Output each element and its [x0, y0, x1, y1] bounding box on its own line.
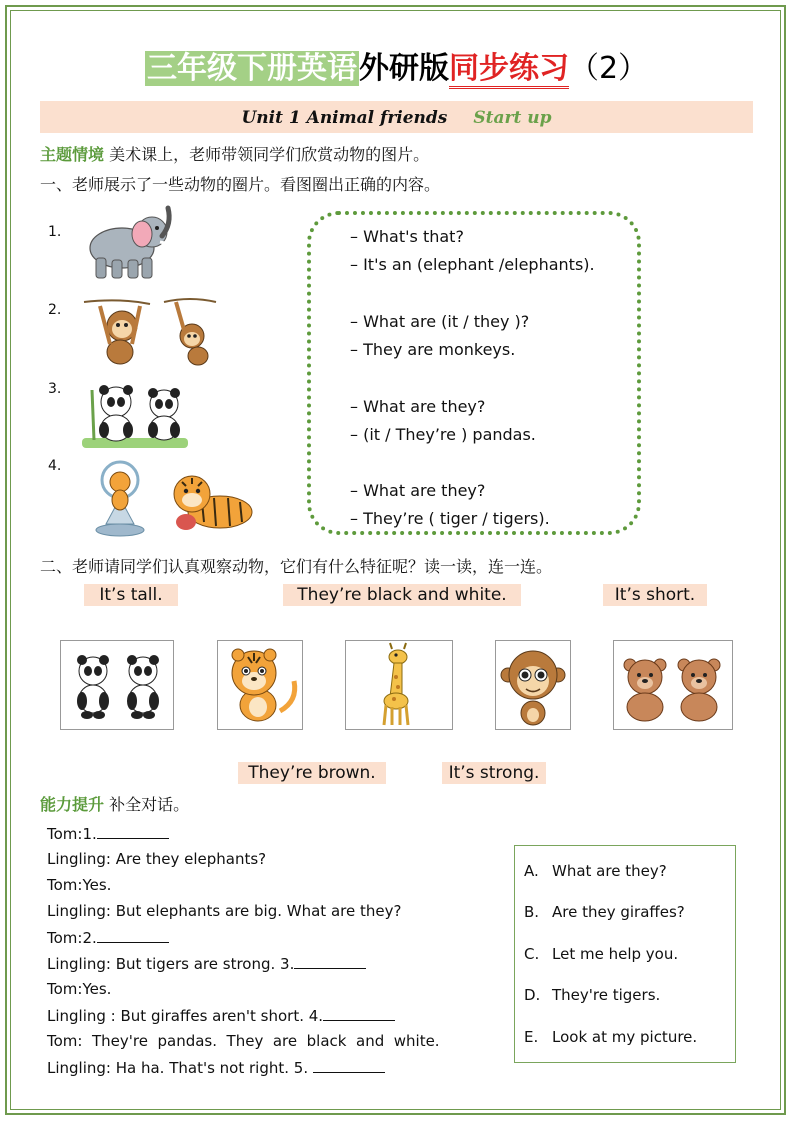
option-a-letter: A. — [524, 862, 539, 880]
theme-text: 美术课上，老师带领同学们欣赏动物的图片。 — [109, 145, 430, 164]
dialogue-line-7: – What are they? — [350, 481, 486, 500]
dialogue-line-8: – They’re ( tiger / tigers). — [350, 509, 550, 528]
option-d — [524, 986, 660, 1004]
answer-blank-1[interactable] — [97, 824, 169, 839]
exercise-line-8 — [47, 1006, 395, 1025]
option-c — [524, 945, 678, 963]
option-c-text: Let me help you. — [552, 945, 679, 963]
exercise-line-6-text: Lingling: But tigers are strong. 3. — [47, 955, 295, 973]
option-a-text: What are they? — [552, 862, 667, 880]
giraffe-icon — [346, 641, 452, 729]
chip-black-and-white: They’re black and white. — [283, 584, 521, 606]
section3-label: 能力提升 — [40, 795, 105, 814]
exercise-line-5-text: Tom:2. — [47, 929, 97, 947]
panda-icon — [80, 380, 190, 450]
dialogue-line-6: – (it / They’re ) pandas. — [350, 425, 536, 444]
page-title — [0, 44, 793, 94]
dialogue-line-4: – They are monkeys. — [350, 340, 516, 359]
title-part-number: （2） — [568, 51, 649, 86]
card-monkey — [495, 640, 571, 730]
section3-heading — [40, 792, 189, 815]
dialogue-line-3: – What are (it / they )? — [350, 312, 530, 331]
dialogue-line-5: – What are they? — [350, 397, 486, 416]
card-giraffe — [345, 640, 453, 730]
item-number-2: 2. — [48, 302, 62, 318]
exercise-line-9: Tom: They're pandas. They are black and white. — [47, 1032, 440, 1050]
exercise-line-10 — [47, 1058, 385, 1077]
tiger-icon — [218, 641, 302, 729]
unit-name: Unit 1 Animal friends — [241, 108, 448, 128]
option-c-letter: C. — [524, 945, 540, 963]
answer-blank-3[interactable] — [294, 954, 366, 969]
title-part-publisher: 外研版 — [358, 51, 449, 86]
item-number-1: 1. — [48, 224, 62, 240]
item-number-4: 4. — [48, 458, 62, 474]
exercise-line-7: Tom:Yes. — [47, 980, 112, 998]
panda-icon — [61, 641, 173, 729]
exercise-line-3: Tom:Yes. — [47, 876, 112, 894]
exercise-line-2: Lingling: Are they elephants? — [47, 850, 267, 868]
card-bears — [613, 640, 733, 730]
unit-banner — [40, 101, 753, 133]
exercise-line-8-text: Lingling : But giraffes aren't short. 4. — [47, 1007, 324, 1025]
title-part-practice: 同步练习 — [449, 51, 569, 89]
option-b-letter: B. — [524, 903, 540, 921]
dialogue-line-1: – What's that? — [350, 227, 464, 246]
answer-blank-2[interactable] — [97, 928, 169, 943]
elephant-icon — [82, 202, 178, 282]
chip-its-tall: It’s tall. — [84, 584, 178, 606]
answer-blank-5[interactable] — [313, 1058, 385, 1073]
exercise-line-4: Lingling: But elephants are big. What are they? — [47, 902, 402, 920]
title-part-grade: 三年级下册英语 — [146, 51, 357, 86]
monkey-icon — [80, 296, 220, 368]
theme-line — [40, 142, 429, 165]
section1-instruction: 一、老师展示了一些动物的圈片。看图圈出正确的内容。 — [40, 175, 441, 194]
option-a — [524, 862, 667, 880]
card-tiger — [217, 640, 303, 730]
section3-text: 补全对话。 — [109, 795, 190, 814]
card-pandas — [60, 640, 174, 730]
option-b-text: Are they giraffes? — [552, 903, 685, 921]
option-e — [524, 1028, 697, 1046]
option-d-letter: D. — [524, 986, 541, 1004]
section2-instruction: 二、老师请同学们认真观察动物，它们有什么特征呢？读一读，连一连。 — [40, 557, 553, 576]
exercise-line-10-text: Lingling: Ha ha. That's not right. 5. — [47, 1059, 309, 1077]
bear-icon — [614, 641, 732, 729]
exercise-line-1-text: Tom:1. — [47, 825, 97, 843]
dialogue-line-2: – It's an (elephant /elephants). — [350, 255, 595, 274]
theme-label: 主题情境 — [40, 145, 105, 164]
monkey-icon — [496, 641, 570, 729]
chip-its-strong: It’s strong. — [442, 762, 546, 784]
option-e-letter: E. — [524, 1028, 539, 1046]
chip-its-short: It’s short. — [603, 584, 707, 606]
exercise-line-6 — [47, 954, 366, 973]
exercise-line-1 — [47, 824, 169, 843]
option-d-text: They're tigers. — [552, 986, 661, 1004]
option-b — [524, 903, 685, 921]
answer-blank-4[interactable] — [323, 1006, 395, 1021]
item-number-3: 3. — [48, 381, 62, 397]
tiger-icon — [86, 458, 256, 540]
option-e-text: Look at my picture. — [552, 1028, 698, 1046]
unit-section: Start up — [473, 108, 552, 128]
chip-theyre-brown: They’re brown. — [238, 762, 386, 784]
exercise-line-5 — [47, 928, 169, 947]
